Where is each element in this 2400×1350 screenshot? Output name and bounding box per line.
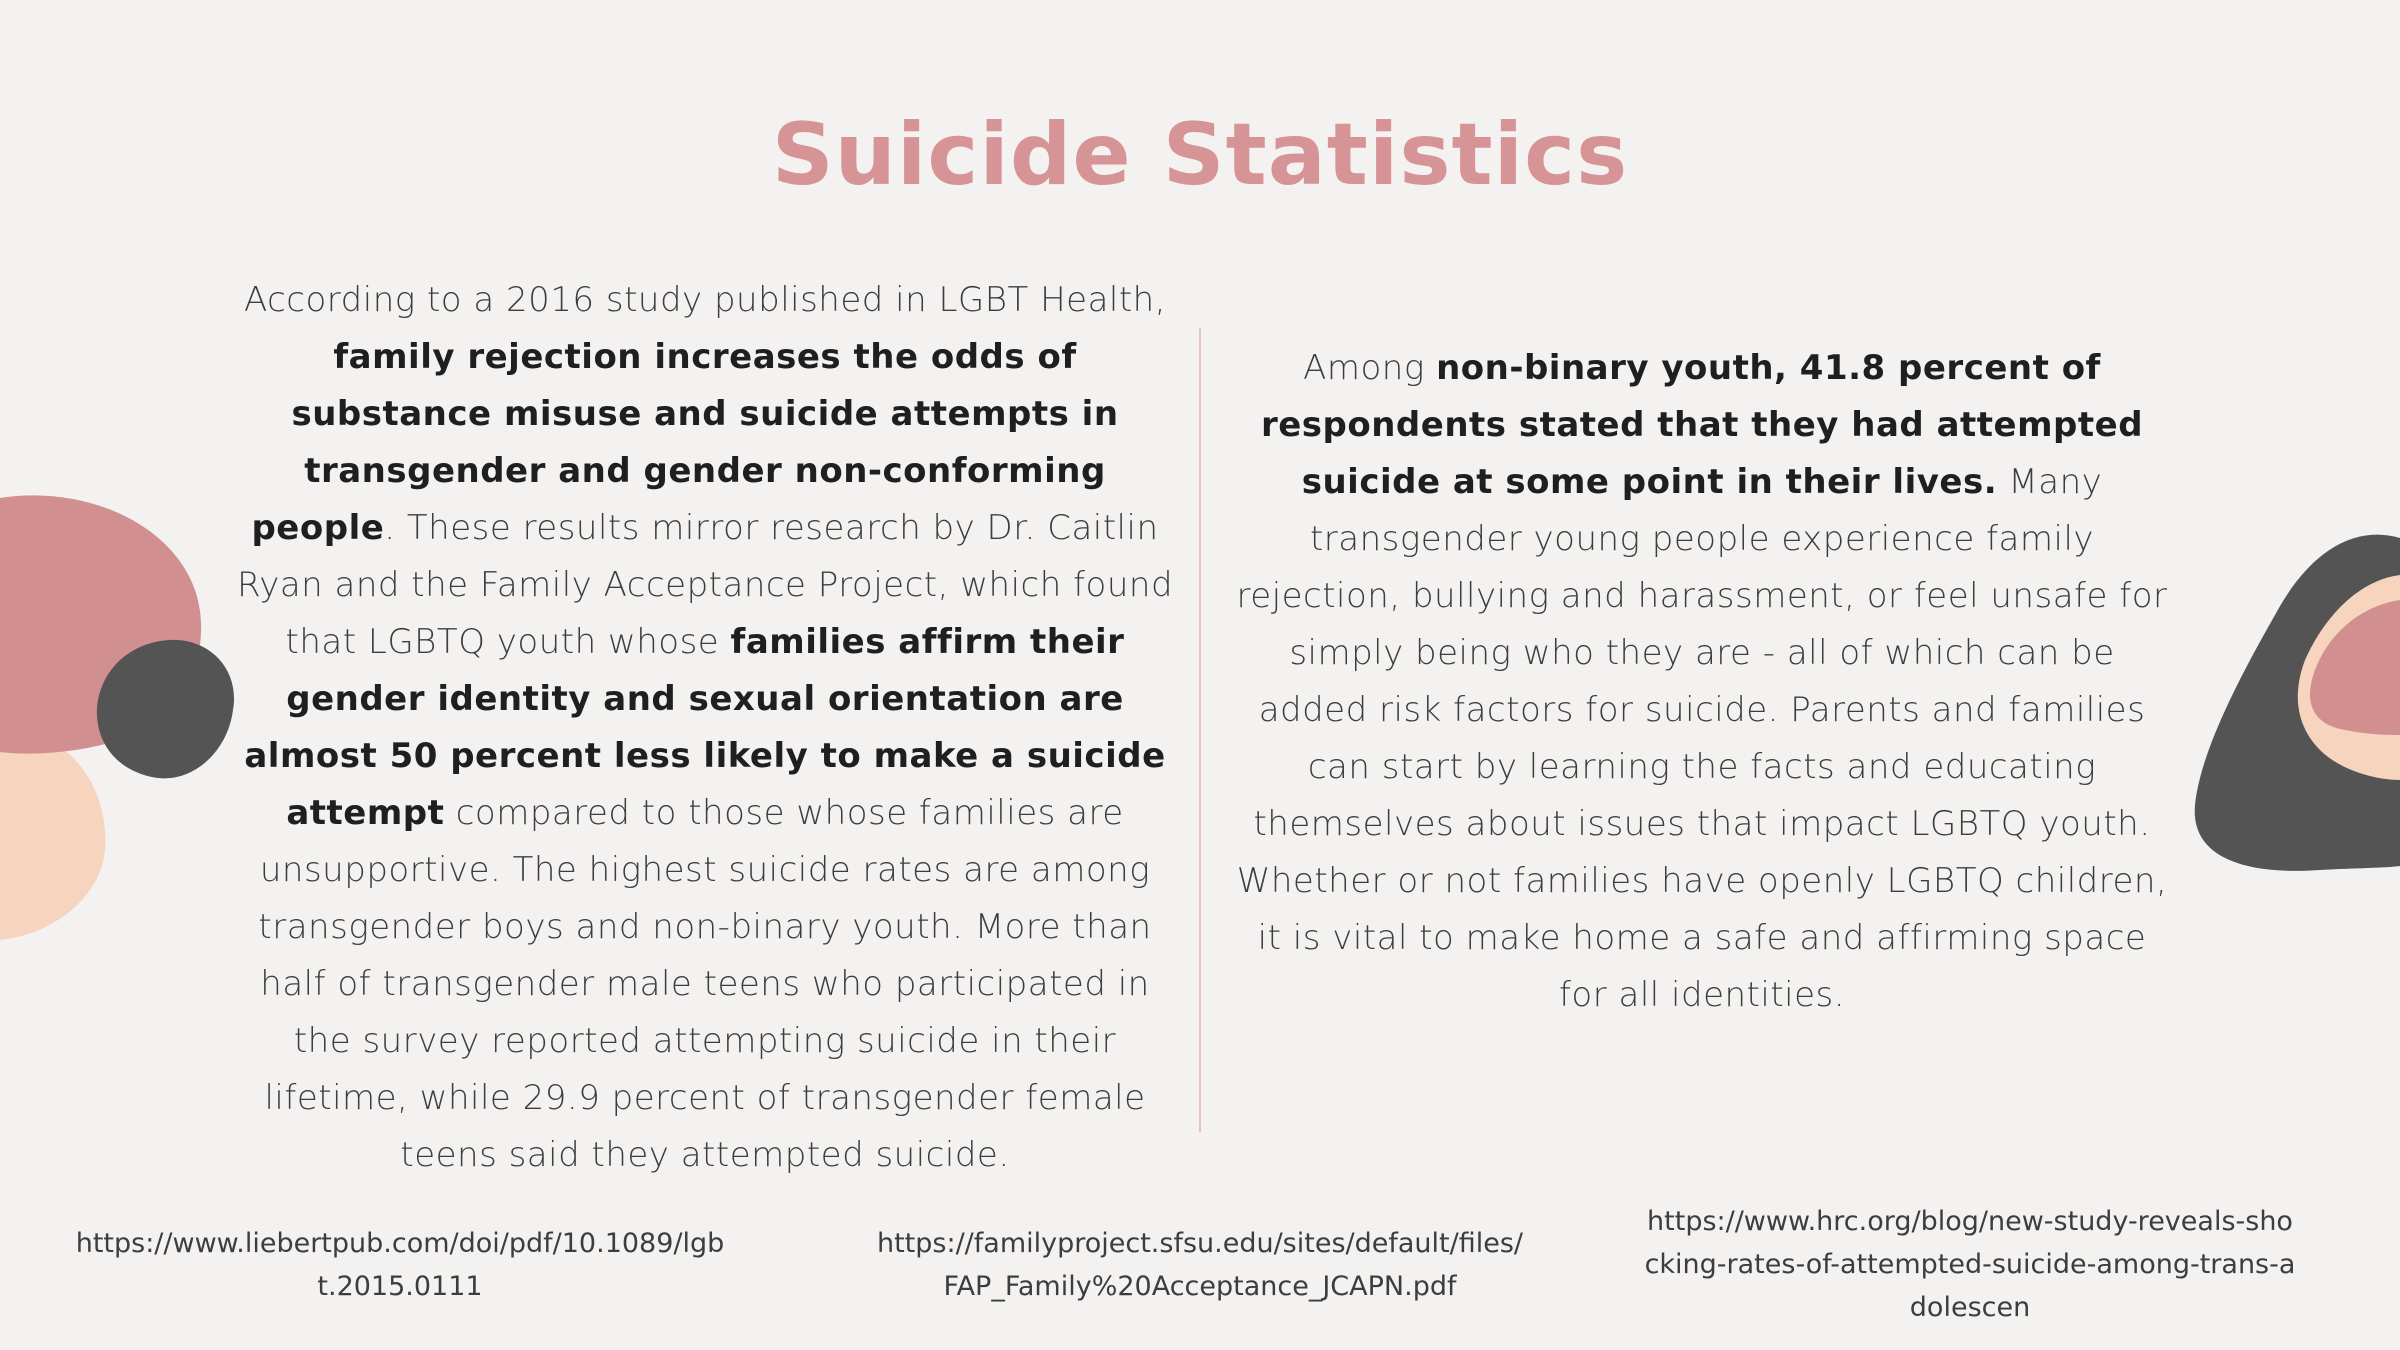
right-bold-1: non-binary youth, 41.8 percent of respondents stated that they had attempted suicide at some point in their lives. (1260, 348, 2144, 502)
left-decorative-blobs (0, 480, 250, 950)
left-bold-2: families affirm their gender identity and sexual orientation are almost 50 percent less likely to make a suicide attempt (244, 622, 1166, 833)
reference-link-1[interactable]: https://www.liebertpub.com/doi/pdf/10.1089/lgbt.2015.0111 (75, 1228, 725, 1302)
right-text-2: Many transgender young people experience family rejection, bullying and harassment, or feel unsafe for simply being who they are - all of which can be added risk factors for suicide. Parents and families can start by learning the facts and educating themselves about issues that impact LGBTQ youth. Whether or not families have openly LGBTQ children, it is vital to make home a safe and affirming space for all identities. (1236, 462, 2168, 1015)
peach-blob (0, 730, 105, 940)
right-text-column (1232, 340, 2172, 1024)
right-decorative-blobs (2190, 530, 2400, 880)
column-divider (1199, 328, 1201, 1132)
reference-link-2[interactable]: https://familyproject.sfsu.edu/sites/default/files/FAP_Family%20Acceptance_JCAPN.pdf (876, 1228, 1523, 1302)
reference-link-3[interactable]: https://www.hrc.org/blog/new-study-reveals-shocking-rates-of-attempted-suicide-among-trans-adolescen (1644, 1206, 2296, 1323)
right-text-1: Among (1303, 348, 1437, 388)
page-title: Suicide Statistics (771, 105, 1629, 205)
left-text-3: compared to those whose families are unsupportive. The highest suicide rates are among transgender boys and non-binary youth. More than half of transgender male teens who participated in the survey reported attempting suicide in their lifetime, while 29.9 percent of transgender female teens said they attempted suicide. (258, 793, 1152, 1175)
left-text-1: According to a 2016 study published in LGBT Health, (243, 280, 1167, 320)
left-text-2: . These results mirror research by Dr. Caitlin Ryan and the Family Acceptance Project, which found that LGBTQ youth whose (236, 508, 1174, 662)
left-text-column (232, 272, 1178, 1184)
left-bold-1: family rejection increases the odds of substance misuse and suicide attempts in transgender and gender non-conforming people (251, 337, 1119, 548)
